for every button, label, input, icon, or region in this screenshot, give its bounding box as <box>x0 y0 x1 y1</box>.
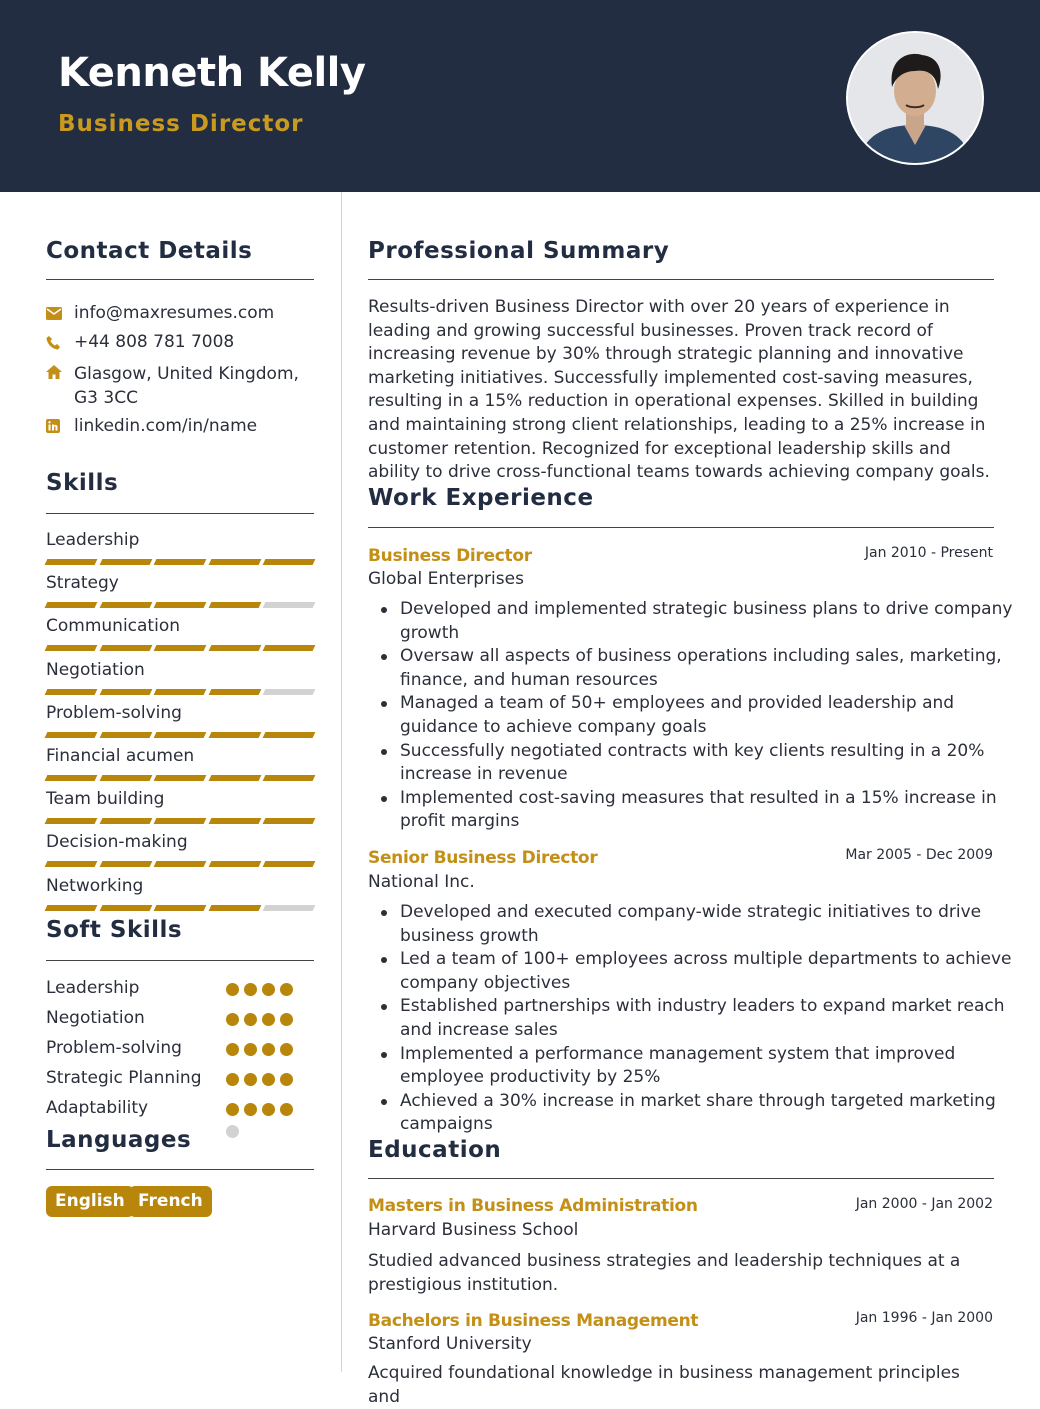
education-date: Jan 1996 - Jan 2000 <box>855 1310 993 1326</box>
skill-bar-segment <box>208 559 260 565</box>
contact-email-text: info@maxresumes.com <box>74 303 275 323</box>
skills-rule <box>46 513 314 514</box>
skill-bar-segment <box>263 559 315 565</box>
list-item: Achieved a 30% increase in market share through targeted marketing campaigns <box>400 1090 1028 1137</box>
skill-bar-segment <box>263 905 315 911</box>
skill-bar-segment <box>208 861 260 867</box>
contact-phone[interactable] <box>46 332 234 355</box>
skill-bar-segment <box>154 732 206 738</box>
rating-dot <box>244 1043 257 1056</box>
rating-dot <box>262 1103 275 1116</box>
skill-name: Team building <box>46 789 165 810</box>
skill-bar-segment <box>99 775 151 781</box>
skill-level-bar <box>46 602 314 608</box>
skill-name: Leadership <box>46 530 140 550</box>
experience-rule <box>368 527 994 528</box>
skill-bar-segment <box>45 689 97 695</box>
job-company: Global Enterprises <box>368 569 524 589</box>
skill-bar-segment <box>263 689 315 695</box>
column-divider <box>341 192 342 1372</box>
list-item: Developed and executed company-wide strategic initiatives to drive business growth <box>400 901 1028 948</box>
skill-bar-segment <box>99 905 151 911</box>
skill-bar-segment <box>263 732 315 738</box>
skill-bar-segment <box>154 602 206 608</box>
skill-bar-segment <box>45 818 97 824</box>
rating-dot <box>226 983 239 996</box>
skill-bar-segment <box>208 818 260 824</box>
skill-level-bar <box>46 645 314 651</box>
skill-bar-segment <box>208 645 260 651</box>
skill-bar-segment <box>154 645 206 651</box>
skill-bar-segment <box>263 861 315 867</box>
linkedin-icon <box>46 416 74 438</box>
skill-name: Financial acumen <box>46 746 195 766</box>
soft-skill-name: Leadership <box>46 978 140 998</box>
skill-name: Networking <box>46 875 144 896</box>
skill-bar-segment <box>45 905 97 911</box>
skill-bar-segment <box>45 559 97 565</box>
rating-dot <box>280 1103 293 1116</box>
skill-level-bar <box>46 775 314 781</box>
rating-dot <box>226 1073 239 1086</box>
skill-bar-segment <box>208 689 260 695</box>
summary-text: Results-driven Business Director with over 20 years of experience in leading and growing successful businesses. Proven track record of increasing revenue by 30% through strategic planning and innovative marketing initiatives. Successfully implemented cost-saving measures, resulting in a 15% reduction in operational expenses. Skilled in building and maintaining strong client relationships, leading to a 25% increase in customer retention. Recognized for exceptional leadership skills and ability to drive cross-functional teams towards achieving company goals. <box>368 297 990 483</box>
skill-bar-segment <box>263 818 315 824</box>
skill-level-bar <box>46 905 314 911</box>
education-desc: Studied advanced business strategies and leadership techniques at a prestigious institution. <box>368 1251 961 1295</box>
job-bullets <box>368 598 1028 834</box>
skill-level-bar <box>46 861 314 867</box>
education-desc: Acquired foundational knowledge in business management principles and <box>368 1363 960 1407</box>
contact-phone-text: +44 808 781 7008 <box>74 332 235 352</box>
languages-title: Languages <box>46 1127 192 1153</box>
skill-bar-segment <box>263 775 315 781</box>
education-date: Jan 2000 - Jan 2002 <box>855 1196 993 1212</box>
language-tag: English <box>46 1186 134 1217</box>
skill-bar-segment <box>154 905 206 911</box>
rating-dot <box>226 1103 239 1116</box>
skill-name: Problem-solving <box>46 702 182 723</box>
skill-bar-segment <box>154 861 206 867</box>
list-item: Established partnerships with industry leaders to expand market reach and increase sales <box>400 995 1028 1042</box>
skill-bar-segment <box>99 602 151 608</box>
candidate-name: Kenneth Kelly <box>58 50 366 96</box>
contact-address <box>46 362 316 410</box>
skill-bar-segment <box>99 732 151 738</box>
skill-name: Negotiation <box>46 659 145 680</box>
languages-rule <box>46 1169 314 1170</box>
summary-rule <box>368 279 994 280</box>
contact-linkedin[interactable] <box>46 416 257 438</box>
soft-skills-title: Soft Skills <box>46 917 183 943</box>
contact-rule <box>46 279 314 280</box>
candidate-role: Business Director <box>58 111 304 137</box>
list-item: Implemented cost-saving measures that resulted in a 15% increase in profit margins <box>400 787 1028 834</box>
rating-dot <box>280 1013 293 1026</box>
skill-bar-segment <box>99 645 151 651</box>
list-item: Managed a team of 50+ employees and provided leadership and guidance to achieve company goals <box>400 692 1028 739</box>
skill-name: Decision-making <box>46 832 188 853</box>
rating-dot <box>280 1043 293 1056</box>
rating-dot <box>244 1013 257 1026</box>
skill-bar-segment <box>263 602 315 608</box>
rating-dot <box>244 1073 257 1086</box>
skill-bar-segment <box>208 732 260 738</box>
skill-bar-segment <box>154 775 206 781</box>
rating-dot <box>226 1043 239 1056</box>
job-company: National Inc. <box>368 872 475 892</box>
skill-bar-segment <box>99 689 151 695</box>
rating-dot <box>262 1073 275 1086</box>
skill-bar-segment <box>208 602 260 608</box>
list-item: Successfully negotiated contracts with key clients resulting in a 20% increase in revenue <box>400 740 1028 787</box>
avatar <box>846 31 984 165</box>
rating-dot <box>280 983 293 996</box>
list-item: Implemented a performance management system that improved employee productivity by 25% <box>400 1043 1028 1090</box>
rating-dot <box>244 1103 257 1116</box>
rating-dot <box>262 1013 275 1026</box>
contact-address-text: Glasgow, United Kingdom, G3 3CC <box>74 364 299 408</box>
job-title: Senior Business Director <box>368 848 598 868</box>
skill-bar-segment <box>99 861 151 867</box>
skill-name: Communication <box>46 616 180 637</box>
skill-bar-segment <box>45 645 97 651</box>
skill-bar-segment <box>45 602 97 608</box>
profile-photo-icon <box>848 33 982 163</box>
rating-dot <box>226 1125 239 1138</box>
rating-dot <box>280 1073 293 1086</box>
skill-bar-segment <box>45 861 97 867</box>
experience-title: Work Experience <box>368 485 594 511</box>
soft-skill-name: Negotiation <box>46 1008 145 1028</box>
degree-title: Masters in Business Administration <box>368 1196 698 1216</box>
contact-email[interactable] <box>46 303 274 325</box>
soft-skills-rule <box>46 960 314 961</box>
degree-title: Bachelors in Business Management <box>368 1311 699 1331</box>
list-item: Developed and implemented strategic business plans to drive company growth <box>400 598 1028 645</box>
summary-title: Professional Summary <box>368 238 670 264</box>
education-rule <box>368 1178 994 1179</box>
soft-skill-name: Adaptability <box>46 1098 149 1118</box>
soft-skill-name: Strategic Planning <box>46 1068 202 1088</box>
skill-bar-segment <box>99 818 151 824</box>
skill-bar-segment <box>154 559 206 565</box>
list-item: Led a team of 100+ employees across multiple departments to achieve company objectives <box>400 948 1028 995</box>
skill-level-bar <box>46 732 314 738</box>
rating-dot <box>262 1043 275 1056</box>
school-name: Stanford University <box>368 1334 532 1354</box>
soft-skill-name: Problem-solving <box>46 1038 182 1058</box>
skill-bar-segment <box>263 645 315 651</box>
job-date: Mar 2005 - Dec 2009 <box>845 847 993 863</box>
list-item: Oversaw all aspects of business operations including sales, marketing, finance, and human resources <box>400 645 1028 692</box>
contact-linkedin-text: linkedin.com/in/name <box>74 416 258 436</box>
skill-level-bar <box>46 559 314 565</box>
skill-name: Strategy <box>46 573 119 594</box>
skill-bar-segment <box>154 689 206 695</box>
job-date: Jan 2010 - Present <box>864 545 993 561</box>
rating-dot <box>244 983 257 996</box>
phone-icon <box>46 332 74 355</box>
skill-bar-segment <box>208 905 260 911</box>
rating-dot <box>226 1013 239 1026</box>
education-title: Education <box>368 1137 502 1163</box>
skills-title: Skills <box>46 470 119 496</box>
envelope-icon <box>46 303 74 325</box>
skill-level-bar <box>46 689 314 695</box>
contact-title: Contact Details <box>46 238 253 264</box>
rating-dot <box>262 983 275 996</box>
skill-bar-segment <box>99 559 151 565</box>
job-title: Business Director <box>368 546 532 566</box>
school-name: Harvard Business School <box>368 1220 579 1240</box>
skill-bar-segment <box>208 775 260 781</box>
skill-bar-segment <box>45 732 97 738</box>
language-tag: French <box>129 1186 212 1217</box>
skill-level-bar <box>46 818 314 824</box>
job-bullets <box>368 901 1028 1137</box>
skill-bar-segment <box>154 818 206 824</box>
home-icon <box>46 362 74 386</box>
skill-bar-segment <box>45 775 97 781</box>
